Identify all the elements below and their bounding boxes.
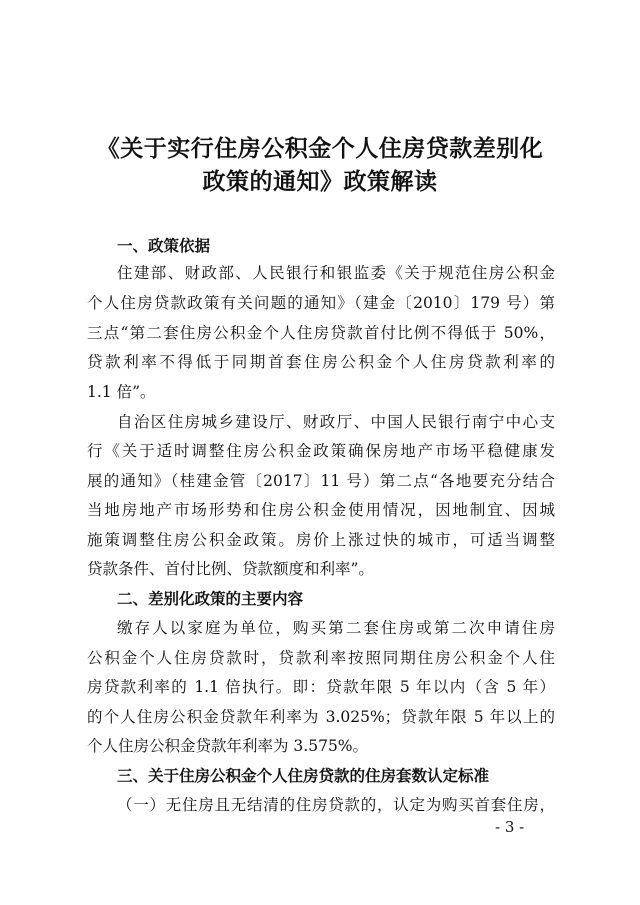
paragraph-1-line: 三点“第二套住房公积金个人住房贷款首付比例不得低于 50%， [87, 324, 555, 342]
paragraph-2-line: 行《关于适时调整住房公积金政策确保房地产市场平稳健康发 [87, 442, 555, 460]
document-title-line-1: 《关于实行住房公积金个人住房贷款差别化 [96, 135, 544, 162]
section-heading-3: 三、关于住房公积金个人住房贷款的住房套数认定标准 [117, 767, 490, 785]
paragraph-4-line: （一）无住房且无结清的住房贷款的，认定为购买首套住房， [117, 796, 555, 814]
document-title-line-2: 政策的通知》政策解读 [202, 168, 438, 195]
section-heading-1: 一、政策依据 [117, 237, 211, 255]
paragraph-2-line: 贷款条件、首付比例、贷款额度和利率”。 [87, 560, 374, 578]
page-number: - 3 - [495, 818, 525, 836]
paragraph-1-line: 住建部、财政部、人民银行和银监委《关于规范住房公积金 [117, 264, 555, 282]
paragraph-2-line: 展的通知》（桂建金管〔2017〕11 号）第二点“各地要充分结合 [87, 472, 555, 490]
paragraph-3-line: 缴存人以家庭为单位，购买第二套住房或第二次申请住房 [117, 619, 555, 637]
paragraph-1-line: 个人住房贷款政策有关问题的通知》（建金〔2010〕179 号）第 [87, 294, 555, 312]
paragraph-2-line: 当地房地产市场形势和住房公积金使用情况，因地制宜、因城 [87, 501, 555, 519]
paragraph-2-line: 施策调整住房公积金政策。房价上涨过快的城市，可适当调整 [87, 531, 555, 549]
paragraph-1-line: 1.1 倍”。 [87, 383, 156, 401]
paragraph-3-line: 公积金个人住房贷款时，贷款利率按照同期住房公积金个人住 [87, 649, 555, 667]
paragraph-1-line: 贷款利率不得低于同期首套住房公积金个人住房贷款利率的 [87, 353, 555, 371]
paragraph-2-line: 自治区住房城乡建设厅、财政厅、中国人民银行南宁中心支 [117, 413, 555, 431]
paragraph-3-line: 个人住房公积金贷款年利率为 3.575%。 [87, 737, 369, 755]
paragraph-3-line: 房贷款利率的 1.1 倍执行。即：贷款年限 5 年以内（含 5 年） [87, 678, 555, 696]
section-heading-2: 二、差别化政策的主要内容 [117, 590, 304, 608]
paragraph-3-line: 的个人住房公积金贷款年利率为 3.025%；贷款年限 5 年以上的 [87, 708, 555, 726]
